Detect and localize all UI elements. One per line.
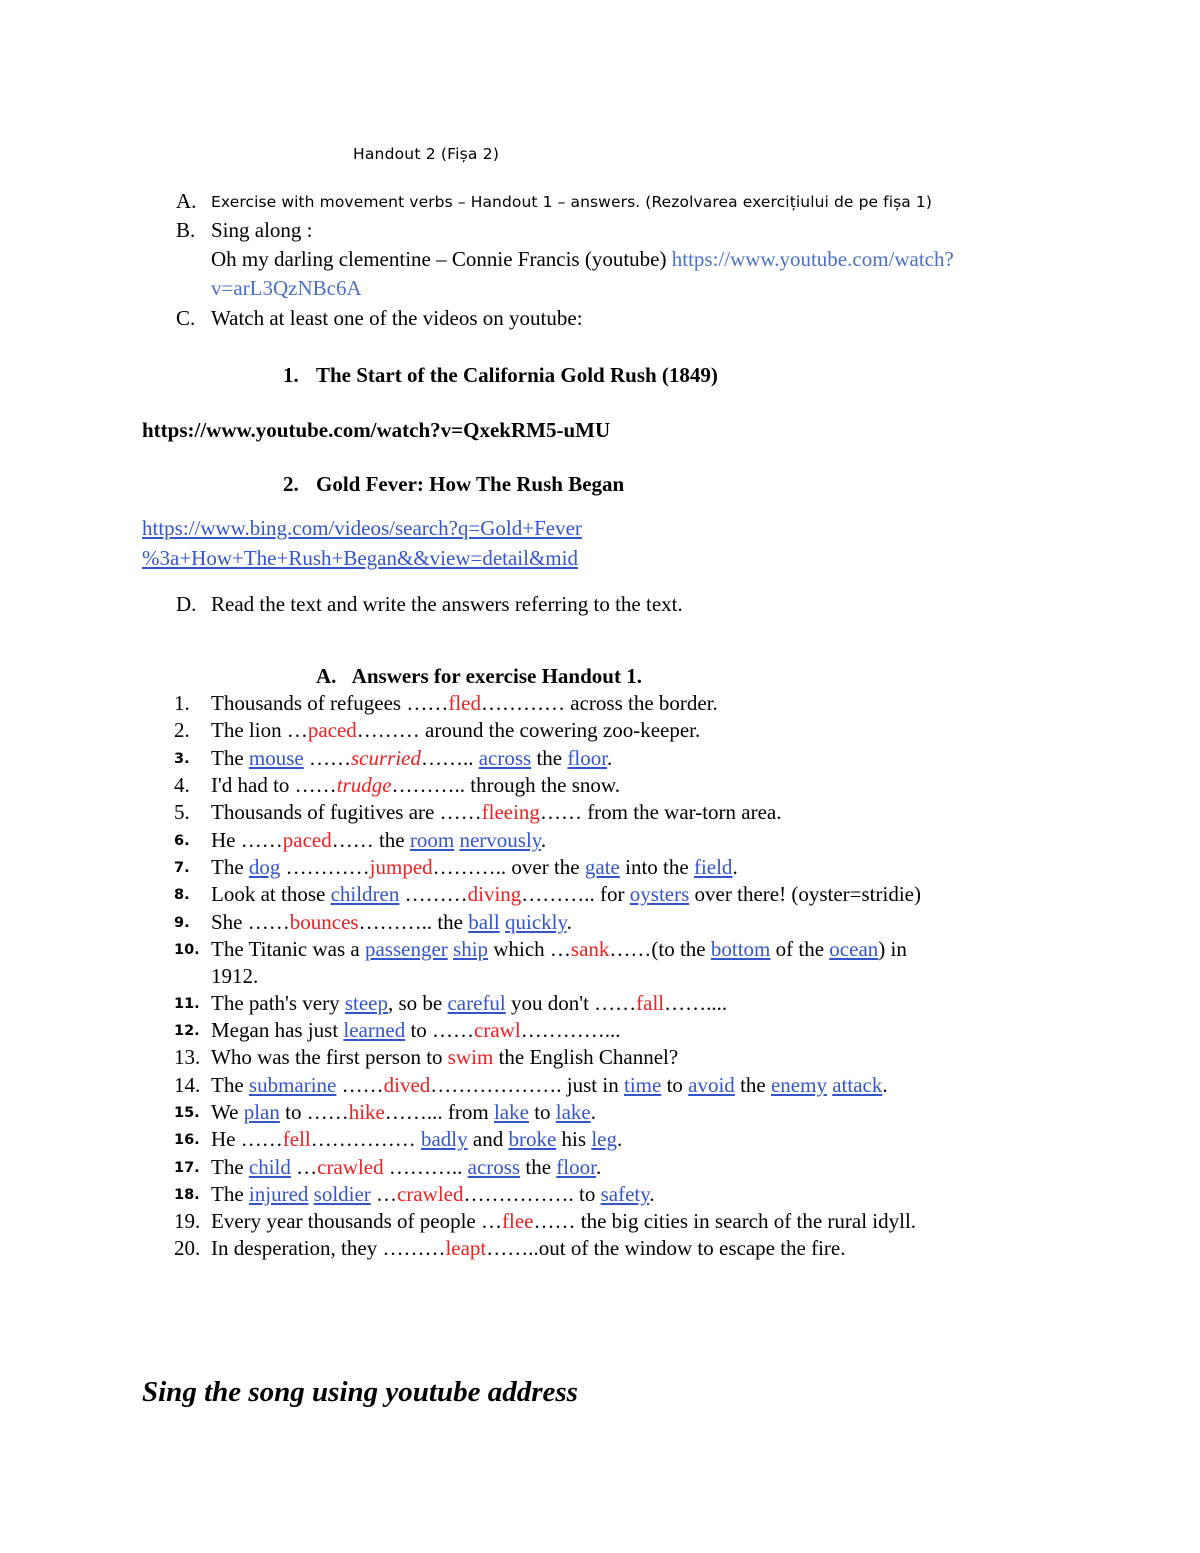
sentence-text: . (566, 910, 572, 934)
exercise-sentence (211, 1071, 888, 1099)
sentence-text: The Titanic was a (211, 937, 365, 961)
sentence-text: She …… (211, 910, 290, 934)
sentence-text: ……….. over the (432, 855, 585, 879)
answer-verb: fled (448, 691, 482, 715)
exercise-sentence (211, 1180, 655, 1208)
vocab-link[interactable]: submarine (248, 1073, 337, 1097)
vocab-link[interactable]: room (409, 828, 455, 852)
sentence-text: We (211, 1100, 244, 1124)
answer-verb: paced (307, 718, 357, 742)
exercise-number: 7. (174, 860, 190, 876)
exercise-sentence (211, 989, 727, 1017)
sentence-text: into the (619, 855, 694, 879)
vocab-link[interactable]: safety (600, 1182, 650, 1206)
vocab-link[interactable]: lake (493, 1100, 529, 1124)
sentence-text: . (590, 1100, 597, 1124)
exercise-number: 19. (174, 1209, 201, 1233)
video-1-title: The Start of the California Gold Rush (1849) (316, 363, 718, 387)
sentence-text: ) in (878, 937, 907, 961)
sentence-text: , so be (387, 991, 448, 1015)
item-b-url-line2 (211, 274, 362, 302)
exercise-sentence (211, 1207, 916, 1235)
sentence-text: The (211, 746, 249, 770)
handout-title: Handout 2 (Fișa 2) (353, 145, 500, 163)
exercise-sentence (211, 853, 738, 881)
sentence-text: The path's very (211, 991, 345, 1015)
sentence-text: … (370, 1182, 398, 1206)
sentence-text: 1912. (211, 964, 259, 988)
sentence-text: The (211, 1073, 249, 1097)
exercise-sentence (211, 935, 907, 963)
exercise-number: 8. (174, 887, 190, 903)
vocab-link[interactable]: floor (556, 1155, 596, 1179)
video-2-title: Gold Fever: How The Rush Began (316, 472, 625, 496)
sentence-text: . (732, 855, 738, 879)
vocab-link[interactable]: passenger (364, 937, 448, 961)
exercise-number: 11. (174, 996, 200, 1012)
sentence-text: ……... from (384, 1100, 494, 1124)
sentence-text: Thousands of refugees …… (211, 691, 449, 715)
vocab-link[interactable]: soldier (313, 1182, 371, 1206)
sentence-text: …… from the war-torn area. (539, 800, 782, 824)
sentence-text: . (595, 1155, 602, 1179)
exercise-number: 16. (174, 1132, 200, 1148)
answer-verb: hike (348, 1100, 385, 1124)
exercise-number: 2. (174, 718, 190, 742)
sentence-text: ……………. to (463, 1182, 601, 1206)
sentence-text: the (531, 746, 568, 770)
answer-verb: fall (636, 991, 665, 1015)
answer-verb: crawl (474, 1018, 521, 1042)
sentence-text: …….... (664, 991, 728, 1015)
answer-verb: fell (282, 1127, 311, 1151)
exercise-sentence (211, 1098, 596, 1126)
exercise-sentence (211, 798, 782, 826)
sentence-text: Megan has just (211, 1018, 344, 1042)
item-c-text: Watch at least one of the videos on youtube: (211, 306, 583, 330)
sentence-text: ……… around the cowering zoo-keeper. (356, 718, 701, 742)
exercise-sentence (211, 826, 546, 854)
sentence-text: to …… (279, 1100, 349, 1124)
answer-verb: sank (570, 937, 610, 961)
item-b-song-line (211, 245, 954, 273)
sentence-text: his (556, 1127, 592, 1151)
vocab-link[interactable]: injured (248, 1182, 309, 1206)
vocab-link[interactable]: floor (567, 746, 608, 770)
sentence-text: …….. (420, 746, 479, 770)
item-b-label: B. (176, 218, 196, 242)
vocab-link[interactable]: gate (584, 855, 620, 879)
vocab-link[interactable]: children (330, 882, 400, 906)
exercise-number: 14. (174, 1073, 201, 1097)
sentence-text: the English Channel? (493, 1045, 679, 1069)
vocab-link[interactable]: avoid (688, 1073, 735, 1097)
vocab-link[interactable]: mouse (248, 746, 304, 770)
video-2-link-part2[interactable]: %3a+How+The+Rush+Began&&view=detail&mid (142, 546, 578, 570)
sentence-text: Who was the first person to (211, 1045, 448, 1069)
sentence-text: of the (770, 937, 830, 961)
exercise-sentence (211, 1234, 846, 1262)
answer-verb: crawled (397, 1182, 464, 1206)
answer-verb: flee (502, 1209, 534, 1233)
sentence-text: … (290, 1155, 318, 1179)
sentence-text: He …… (211, 1127, 283, 1151)
sentence-text: to …… (405, 1018, 475, 1042)
sentence-text: ……….. for (521, 882, 630, 906)
vocab-link[interactable]: dog (248, 855, 281, 879)
video-1-url[interactable]: https://www.youtube.com/watch?v=QxekRM5-uMU (142, 418, 611, 442)
sentence-text: …… the big cities in search of the rural idyll. (533, 1209, 917, 1233)
vocab-link[interactable]: badly (420, 1127, 468, 1151)
answer-verb: leapt (445, 1236, 487, 1260)
sentence-text: ……… (399, 882, 468, 906)
answer-verb: bounces (289, 910, 359, 934)
sentence-text: and (467, 1127, 509, 1151)
sentence-text: ………………. just in (430, 1073, 624, 1097)
answer-verb: diving (467, 882, 522, 906)
vocab-link[interactable]: quickly (504, 910, 567, 934)
answer-verb: scurried (350, 746, 421, 770)
video-2-heading (283, 470, 624, 498)
exercise-number: 6. (174, 833, 190, 849)
sentence-text: you don't …… (505, 991, 637, 1015)
vocab-link[interactable]: careful (447, 991, 506, 1015)
answer-verb: crawled (317, 1155, 384, 1179)
sentence-text: ………… (280, 855, 370, 879)
vocab-link[interactable]: field (693, 855, 733, 879)
footer-heading: Sing the song using youtube address (142, 1376, 578, 1408)
item-b-song-text: Oh my darling clementine – Connie Francis (youtube) (211, 247, 672, 271)
vocab-link[interactable]: ocean (829, 937, 879, 961)
answer-verb: jumped (369, 855, 433, 879)
exercise-number: 13. (174, 1045, 201, 1069)
exercise-number: 5. (174, 800, 190, 824)
answers-heading-text: Answers for exercise Handout 1. (351, 664, 642, 688)
item-b-line1: Sing along : (211, 218, 313, 242)
exercise-number: 9. (174, 915, 190, 931)
exercise-sentence (211, 1153, 601, 1181)
exercise-number: 10. (174, 942, 200, 958)
exercise-sentence (211, 716, 700, 744)
answer-verb: swim (447, 1045, 494, 1069)
vocab-link[interactable]: steep (344, 991, 388, 1015)
vocab-link[interactable]: leg (591, 1127, 617, 1151)
video-1-heading (283, 361, 718, 389)
sentence-text: The (211, 1182, 249, 1206)
exercise-number: 3. (174, 751, 190, 767)
sentence-text: …………… (310, 1127, 421, 1151)
item-c-label: C. (176, 306, 196, 330)
sentence-text: …… the (331, 828, 410, 852)
sentence-text: He …… (211, 828, 283, 852)
sentence-text: . (649, 1182, 655, 1206)
exercise-sentence (211, 771, 620, 799)
sentence-text: ………… across the border. (481, 691, 718, 715)
exercise-number: 20. (174, 1236, 201, 1260)
sentence-text: ……(to the (609, 937, 711, 961)
vocab-link[interactable]: enemy (770, 1073, 827, 1097)
vocab-link[interactable]: learned (343, 1018, 406, 1042)
exercise-sentence (211, 908, 572, 936)
sentence-text: I'd had to …… (211, 773, 337, 797)
video-2-url-line1 (142, 514, 582, 542)
sentence-text: . (607, 746, 613, 770)
sentence-text: ……..out of the window to escape the fire. (486, 1236, 846, 1260)
sentence-text: to (528, 1100, 556, 1124)
answer-verb: trudge (336, 773, 392, 797)
sentence-text: . (616, 1127, 623, 1151)
exercise-sentence (211, 744, 612, 772)
sentence-text: which … (488, 937, 571, 961)
answer-verb: paced (282, 828, 332, 852)
sentence-text: …… (303, 746, 351, 770)
sentence-text: the (734, 1073, 771, 1097)
vocab-link[interactable]: lake (555, 1100, 591, 1124)
vocab-link[interactable]: child (248, 1155, 291, 1179)
exercise-sentence (211, 1125, 622, 1153)
vocab-link[interactable]: across (478, 746, 532, 770)
sentence-text: ……….. through the snow. (391, 773, 620, 797)
answer-verb: fleeing (481, 800, 540, 824)
exercise-number: 4. (174, 773, 190, 797)
video-2-link-part1[interactable]: https://www.bing.com/videos/search?q=Gold+Fever (142, 516, 582, 540)
item-a-text: Exercise with movement verbs – Handout 1 – answers. (Rezolvarea exercițiului de pe fișa 1) (211, 193, 933, 211)
sentence-text: …………... (520, 1018, 621, 1042)
exercise-sentence (211, 689, 718, 717)
video-2-num: 2. (283, 472, 299, 496)
vocab-link[interactable]: ship (453, 937, 489, 961)
sentence-text: The (211, 1155, 249, 1179)
vocab-link[interactable]: ball (468, 910, 500, 934)
video-2-url-line2 (142, 544, 578, 572)
video-1-num: 1. (283, 363, 299, 387)
sentence-text: The lion … (211, 718, 308, 742)
exercise-number: 12. (174, 1023, 200, 1039)
sentence-text: The (211, 855, 249, 879)
sentence-text: . (882, 1073, 888, 1097)
exercise-sentence (211, 962, 258, 990)
answers-heading-label: A. (316, 664, 337, 688)
exercise-sentence (211, 1043, 678, 1071)
vocab-link[interactable]: plan (243, 1100, 280, 1124)
sentence-text: to (661, 1073, 689, 1097)
vocab-link[interactable]: oysters (629, 882, 690, 906)
vocab-link[interactable]: across (467, 1155, 521, 1179)
sentence-text: Look at those (211, 882, 331, 906)
item-a-label: A. (176, 189, 197, 213)
sentence-text: ……….. (383, 1155, 468, 1179)
exercise-number: 17. (174, 1160, 200, 1176)
item-d-label: D. (176, 592, 197, 616)
exercise-sentence (211, 1016, 620, 1044)
answer-verb: dived (383, 1073, 431, 1097)
sentence-text: …… (336, 1073, 384, 1097)
exercise-number: 1. (174, 691, 190, 715)
vocab-link[interactable]: broke (508, 1127, 557, 1151)
sentence-text: over there! (oyster=stridie) (689, 882, 921, 906)
sentence-text: . (540, 828, 547, 852)
sentence-text: In desperation, they ……… (211, 1236, 446, 1260)
answers-heading (316, 662, 642, 690)
sentence-text: Every year thousands of people … (211, 1209, 502, 1233)
sentence-text: ……….. the (358, 910, 469, 934)
item-d-text: Read the text and write the answers referring to the text. (211, 592, 683, 616)
vocab-link[interactable]: time (623, 1073, 662, 1097)
vocab-link[interactable]: attack (832, 1073, 883, 1097)
sentence-text: the (520, 1155, 557, 1179)
clementine-url-part1[interactable]: https://www.youtube.com/watch? (671, 247, 954, 271)
sentence-text: Thousands of fugitives are …… (211, 800, 482, 824)
exercise-sentence (211, 880, 921, 908)
clementine-url-part2[interactable]: v=arL3QzNBc6A (211, 276, 362, 300)
exercise-number: 15. (174, 1105, 200, 1121)
exercise-number: 18. (174, 1187, 200, 1203)
vocab-link[interactable]: bottom (710, 937, 771, 961)
vocab-link[interactable]: nervously (459, 828, 541, 852)
